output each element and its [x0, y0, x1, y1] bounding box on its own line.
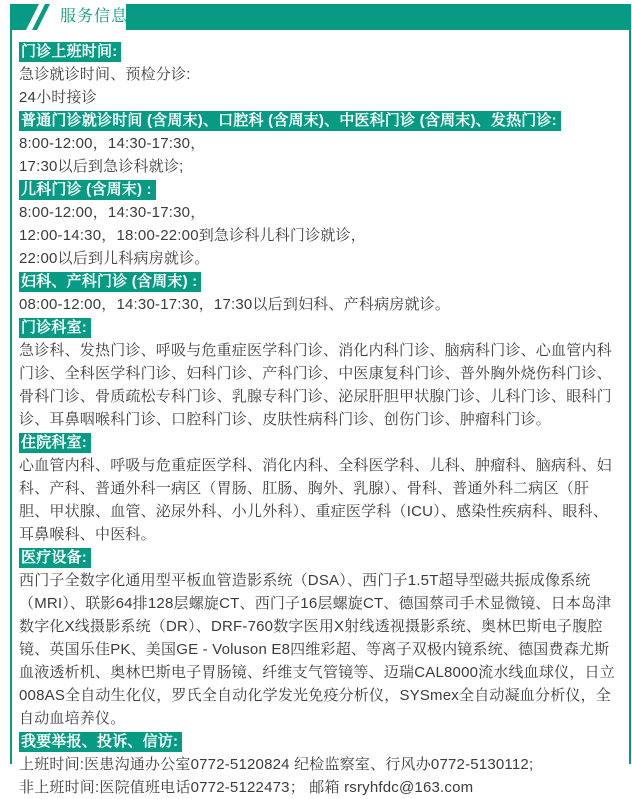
panel-content [12, 30, 629, 799]
info-section [19, 431, 619, 546]
section-heading [19, 270, 619, 293]
panel-title: 服务信息 [60, 8, 129, 25]
section-heading [19, 109, 619, 132]
section-heading-highlight: 门诊上班时间: [19, 42, 121, 62]
section-line: 上班时间:医患沟通办公室0772-5120824 纪检监察室、行风办0772-5130112; [19, 756, 534, 773]
section-line: 西门子全数字化通用型平板血管造影系统（DSA）、西门子1.5T超导型磁共振成像系统（MRI）、联影64排128层螺旋CT、西门子16层螺旋CT、德国蔡司手术显微镜、日本岛津数字化X线摄影系统（DR）、DRF-760数字医用X射线透视摄影系统、奥林巴斯电子腹腔镜、英国乐佳PK、美国GE - Voluson E8四维彩超、等离子双极内镜系统、德国费森尤斯血液透析机、奥林巴斯电子胃肠镜、纤维支气管镜等、迈瑞CAL8000流水线血球仪，日立008AS全自动生化仪，罗氏全自动化学发光免疫分析仪，SYSmex全自动凝血分析仪，全自动血培养仪。 [19, 572, 615, 727]
section-line: 心血管内科、呼吸与危重症医学科、消化内科、全科医学科、儿科、肿瘤科、脑病科、妇科、产科、普通外科一病区（胃肠、肛肠、胸外、乳腺）、骨科、普通外科二病区（肝胆、甲状腺、血管、泌尿外科、小儿外科）、重症医学科（ICU）、感染性疾病科、眼科、耳鼻喉科、中医科。 [19, 457, 612, 543]
section-heading-highlight: 儿科门诊 (含周末) : [19, 180, 156, 200]
section-line: 08:00-12:00，14:30-17:30，17:30以后到妇科、产科病房就诊。 [19, 296, 451, 313]
section-heading [19, 546, 619, 569]
info-section [19, 270, 619, 316]
section-heading-highlight: 我要举报、投诉、信访: [19, 732, 182, 752]
section-heading [19, 730, 619, 753]
panel-header [12, 4, 629, 30]
section-line: 8:00-12:00，14:30-17:30， [19, 204, 206, 221]
section-heading [19, 431, 619, 454]
section-heading-highlight: 妇科、产科门诊 (含周末) : [19, 272, 201, 292]
section-line: 急诊科、发热门诊、呼吸与危重症医学科门诊、消化内科门诊、脑病科门诊、心血管内科门诊、全科医学科门诊、妇科门诊、产科门诊、中医康复科门诊、普外胸外烧伤科门诊、骨科门诊、骨质疏松专科门诊、乳腺专科门诊、泌尿肝胆甲状腺门诊、儿科门诊、眼科门诊、耳鼻咽喉科门诊、口腔科门诊、皮肤性病科门诊、创伤门诊、肿瘤科门诊。 [19, 342, 612, 428]
section-line: 急诊就诊时间、预检分诊: [19, 66, 191, 83]
service-info-panel [10, 4, 631, 796]
section-line: 8:00-12:00，14:30-17:30， [19, 135, 206, 152]
section-line: 22:00以后到儿科病房就诊。 [19, 250, 210, 267]
section-heading [19, 316, 619, 339]
header-tab [12, 4, 129, 30]
section-heading [19, 178, 619, 201]
section-heading-highlight: 普通门诊就诊时间 (含周末)、口腔科 (含周末)、中医科门诊 (含周末)、发热门诊: [19, 111, 561, 131]
info-section [19, 316, 619, 431]
info-section [19, 109, 619, 178]
section-heading-highlight: 住院科室: [19, 433, 91, 453]
flag-slash-icon [12, 4, 56, 30]
section-heading-highlight: 医疗设备: [19, 548, 91, 568]
section-line: 12:00-14:30，18:00-22:00到急诊科儿科门诊就诊， [19, 227, 366, 244]
section-line: 非上班时间:医院值班电话0772-5122473； 邮箱 rsryhfdc@163.com [19, 779, 474, 796]
section-heading [19, 40, 619, 63]
section-heading-highlight: 门诊科室: [19, 318, 91, 338]
section-line: 24小时接诊 [19, 89, 97, 106]
info-section [19, 40, 619, 109]
info-section [19, 730, 619, 799]
section-line: 17:30以后到急诊科就诊; [19, 158, 184, 175]
info-section [19, 178, 619, 270]
header-bar [126, 4, 629, 30]
info-section [19, 546, 619, 730]
